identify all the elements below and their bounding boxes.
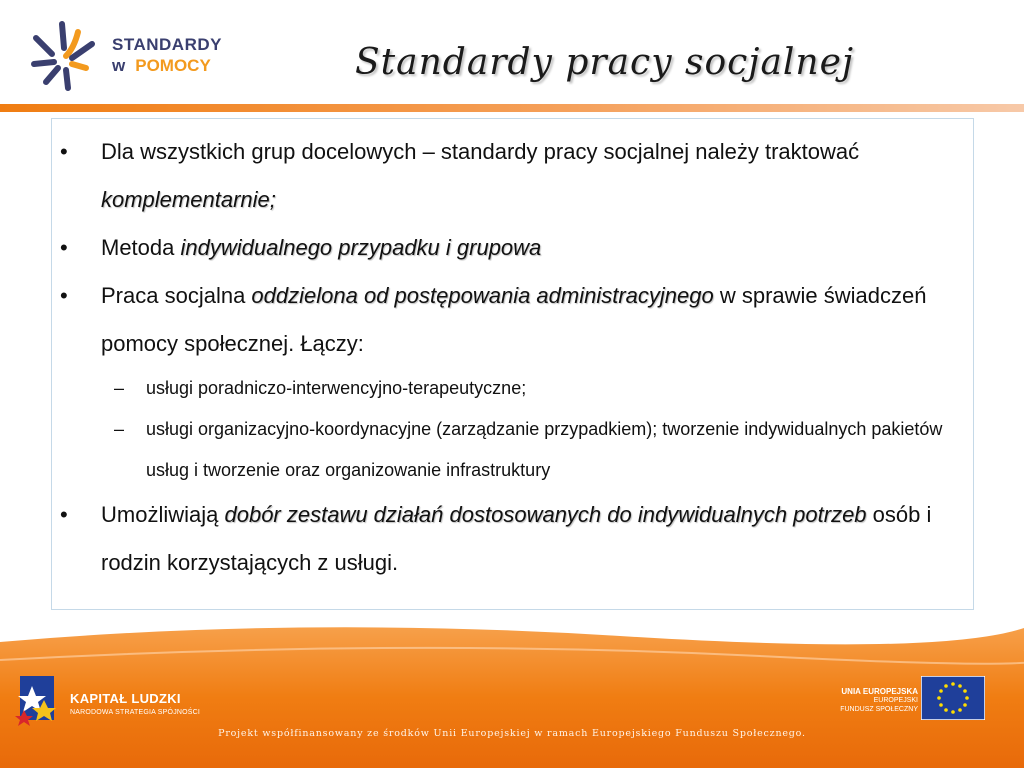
logo-text-w: w <box>112 56 126 75</box>
bullet-item-social-work <box>60 272 960 368</box>
eu-label-line2: EUROPEJSKI <box>873 697 918 704</box>
bullet-text-tail: w sprawie świadczeń pomocy społecznej. Łączy: <box>101 283 927 356</box>
bullet-text: Dla wszystkich grup docelowych – standardy pracy socjalnej należy traktować <box>101 139 860 164</box>
bullet-item-method <box>60 224 960 272</box>
bullet-emphasis: indywidualnego przypadku i grupowa <box>180 235 542 260</box>
sub-bullet-list <box>60 368 960 491</box>
sub-bullet-group <box>60 368 960 491</box>
slide-title: Standardy pracy socjalnej <box>355 42 855 83</box>
logo-text-standardy: STANDARDY <box>112 35 222 54</box>
sub-bullet-item-organization: – usługi organizacyjno-koordynacyjne (zarządzanie przypadkiem); tworzenie indywidualnych pakietów usług i tworzenie oraz organizowanie infrastruktury <box>101 409 960 491</box>
eu-label-line1: UNIA EUROPEJSKA <box>841 687 918 696</box>
bullet-emphasis: komplementarnie; <box>101 187 276 212</box>
bullet-list <box>60 128 960 587</box>
sub-bullet-item-counseling: – usługi poradniczo-interwencyjno-terapeutyczne; <box>101 368 960 409</box>
kapital-ludzki-title: KAPITAŁ LUDZKI <box>70 691 181 706</box>
bullet-emphasis: oddzielona od postępowania administracyjnego <box>251 283 714 308</box>
standardy-w-pomocy-logo <box>26 18 266 98</box>
bullet-text: Umożliwiają <box>101 502 225 527</box>
bullet-emphasis: dobór zestawu działań dostosowanych do indywidualnych potrzeb <box>224 502 867 527</box>
bullet-text: Metoda <box>101 235 181 260</box>
slide-header <box>0 0 1024 112</box>
kapital-ludzki-subtitle: NARODOWA STRATEGIA SPÓJNOŚCI <box>70 709 201 716</box>
logo-text-pomocy: POMOCY <box>135 56 211 75</box>
logo-text-w-pomocy <box>112 56 211 76</box>
eu-label-line3: FUNDUSZ SPOŁECZNY <box>840 706 918 713</box>
bullet-item-selection <box>60 491 960 587</box>
kapital-ludzki-logo-icon <box>14 670 74 730</box>
bullet-item-target-groups <box>60 128 960 224</box>
slide-footer <box>0 620 1024 768</box>
eu-flag-icon <box>921 676 985 720</box>
header-divider <box>0 104 1024 112</box>
bullet-text-tail: osób i rodzin korzystających z usługi. <box>101 502 932 575</box>
cofinancing-footnote: Projekt współfinansowany ze środków Unii Europejskiej w ramach Europejskiego Funduszu Społecznego. <box>218 728 806 739</box>
star-logo-icon <box>26 18 106 98</box>
bullet-text: Praca socjalna <box>101 283 252 308</box>
